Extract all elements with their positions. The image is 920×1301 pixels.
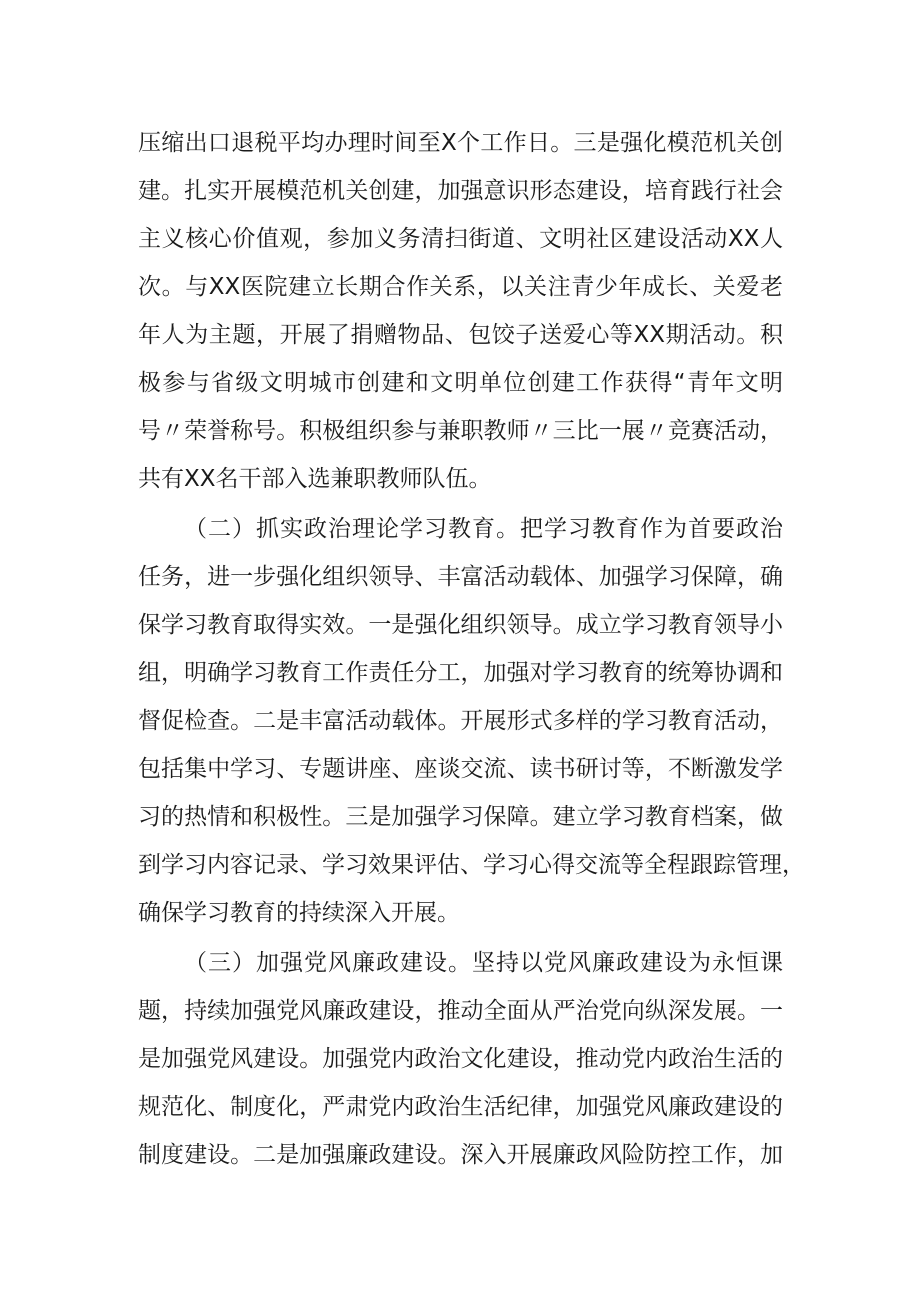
section-heading-line: （二）抓实政治理论学习教育。把学习教育作为首要政治 (184, 516, 783, 542)
text-line: 习的热情和积极性。三是加强学习保障。建立学习教育档案，做 (138, 804, 783, 830)
text-line: 任务，进一步强化组织领导、丰富活动载体、加强学习保障，确 (138, 564, 783, 590)
text-line: 年人为主题，开展了捐赠物品、包饺子送爱心等XX期活动。积 (138, 322, 783, 348)
text-line: 极参与省级文明城市创建和文明单位创建工作获得“青年文明 (138, 370, 783, 396)
text-line: 次。与XX医院建立长期合作关系，以关注青少年成长、关爱老 (138, 274, 783, 300)
text-line: 到学习内容记录、学习效果评估、学习心得交流等全程跟踪管理， (138, 852, 805, 878)
text-line: 规范化、制度化，严肃党内政治生活纪律，加强党风廉政建设的 (138, 1094, 783, 1120)
text-line: 确保学习教育的持续深入开展。 (138, 900, 460, 926)
text-line: 建。扎实开展模范机关创建，加强意识形态建设，培育践行社会 (138, 178, 783, 204)
text-line: 包括集中学习、专题讲座、座谈交流、读书研讨等，不断激发学 (138, 756, 783, 782)
section-heading-line: （三）加强党风廉政建设。坚持以党风廉政建设为永恒课 (184, 950, 783, 976)
text-line: 制度建设。二是加强廉政建设。深入开展廉政风险防控工作，加 (138, 1142, 783, 1168)
text-line: 压缩出口退税平均办理时间至X个工作日。三是强化模范机关创 (138, 130, 783, 156)
text-line: 保学习教育取得实效。一是强化组织领导。成立学习教育领导小 (138, 612, 783, 638)
text-line: 号〃荣誉称号。积极组织参与兼职教师〃三比一展〃竞赛活动， (138, 418, 783, 444)
text-line: 题，持续加强党风廉政建设，推动全面从严治党向纵深发展。一 (138, 998, 783, 1024)
text-line: 督促检查。二是丰富活动载体。开展形式多样的学习教育活动， (138, 708, 783, 734)
text-line: 主义核心价值观，参加义务清扫街道、文明社区建设活动XX人 (138, 226, 783, 252)
text-line: 组，明确学习教育工作责任分工，加强对学习教育的统筹协调和 (138, 660, 783, 686)
text-line: 是加强党风建设。加强党内政治文化建设，推动党内政治生活的 (138, 1046, 783, 1072)
text-line: 共有XX名干部入选兼职教师队伍。 (138, 466, 492, 492)
